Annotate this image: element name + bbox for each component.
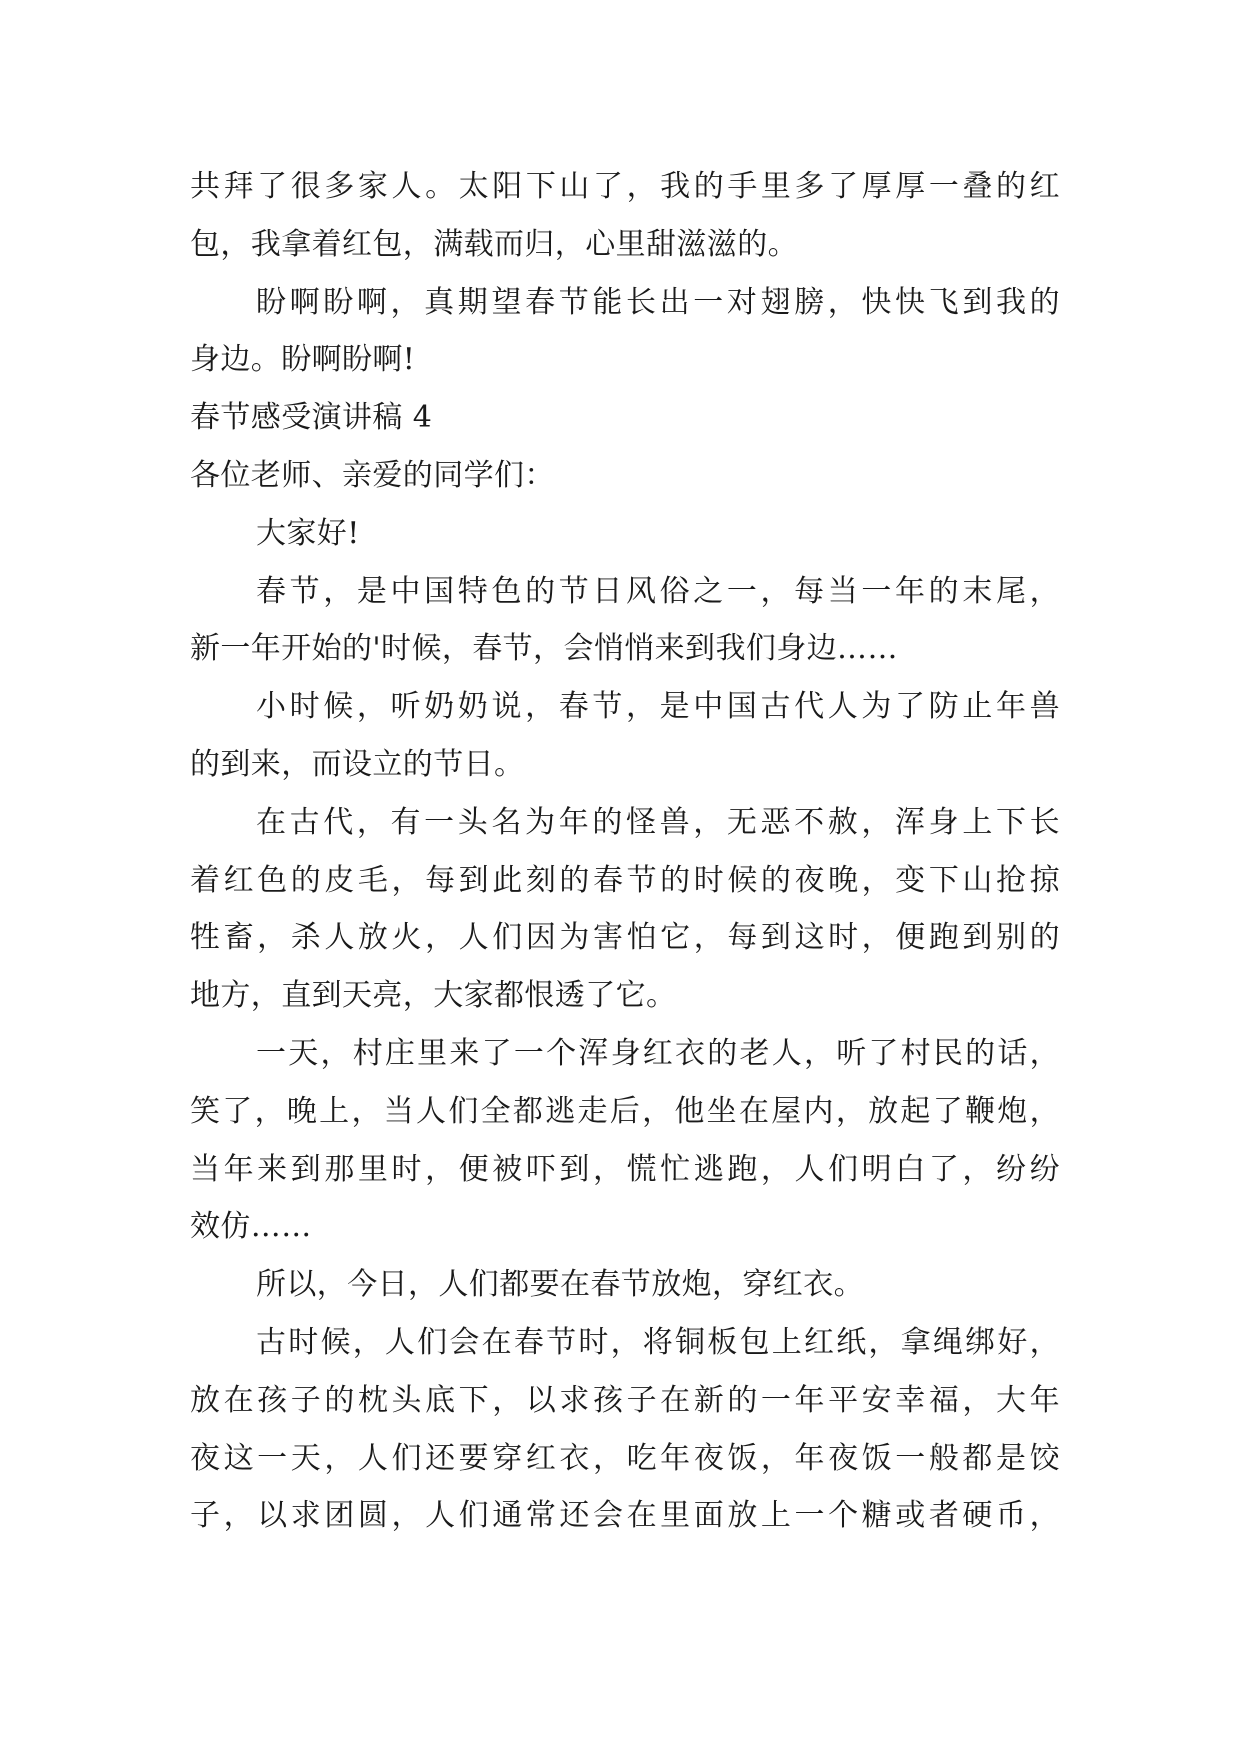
paragraph-start-line: 小时候，听奶奶说，春节，是中国古代人为了防止年兽 xyxy=(256,689,1060,725)
text-line: 包，我拿着红包，满载而归，心里甜滋滋的。 xyxy=(190,226,798,262)
salutation: 各位老师、亲爱的同学们： xyxy=(190,457,555,493)
text-line: 笑了，晚上，当人们全都逃走后，他坐在屋内，放起了鞭炮， xyxy=(190,1093,1060,1129)
text-line: 子，以求团圆，人们通常还会在里面放上一个糖或者硬币， xyxy=(190,1498,1060,1534)
paragraph-start-line: 春节，是中国特色的节日风俗之一，每当一年的末尾， xyxy=(256,573,1060,609)
text-line: 效仿…… xyxy=(190,1209,312,1245)
text-line: 牲畜，杀人放火，人们因为害怕它，每到这时，便跑到别的 xyxy=(190,920,1060,956)
text-line: 夜这一天，人们还要穿红衣，吃年夜饭，年夜饭一般都是饺 xyxy=(190,1440,1060,1476)
paragraph-start-line: 所以，今日，人们都要在春节放炮，穿红衣。 xyxy=(256,1267,864,1303)
section-heading: 春节感受演讲稿 4 xyxy=(190,400,433,436)
paragraph-start-line: 盼啊盼啊，真期望春节能长出一对翅膀，快快飞到我的 xyxy=(256,284,1060,320)
text-line: 放在孩子的枕头底下，以求孩子在新的一年平安幸福，大年 xyxy=(190,1382,1060,1418)
paragraph-start-line: 古时候，人们会在春节时，将铜板包上红纸，拿绳绑好， xyxy=(256,1324,1060,1360)
text-line: 着红色的皮毛，每到此刻的春节的时候的夜晚，变下山抢掠 xyxy=(190,862,1060,898)
text-line: 的到来，而设立的节日。 xyxy=(190,746,525,782)
text-line: 共拜了很多家人。太阳下山了，我的手里多了厚厚一叠的红 xyxy=(190,169,1060,204)
text-line: 身边。盼啊盼啊! xyxy=(190,342,416,378)
paragraph-start-line: 在古代，有一头名为年的怪兽，无恶不赦，浑身上下长 xyxy=(256,804,1060,840)
text-line: 当年来到那里时，便被吓到，慌忙逃跑，人们明白了，纷纷 xyxy=(190,1151,1060,1187)
text-line: 地方，直到天亮，大家都恨透了它。 xyxy=(190,978,677,1014)
text-line: 新一年开始的'时候，春节，会悄悄来到我们身边…… xyxy=(190,631,898,667)
greeting: 大家好! xyxy=(256,515,360,551)
document-body xyxy=(190,158,1060,1545)
paragraph-start-line: 一天，村庄里来了一个浑身红衣的老人，听了村民的话， xyxy=(256,1035,1060,1071)
